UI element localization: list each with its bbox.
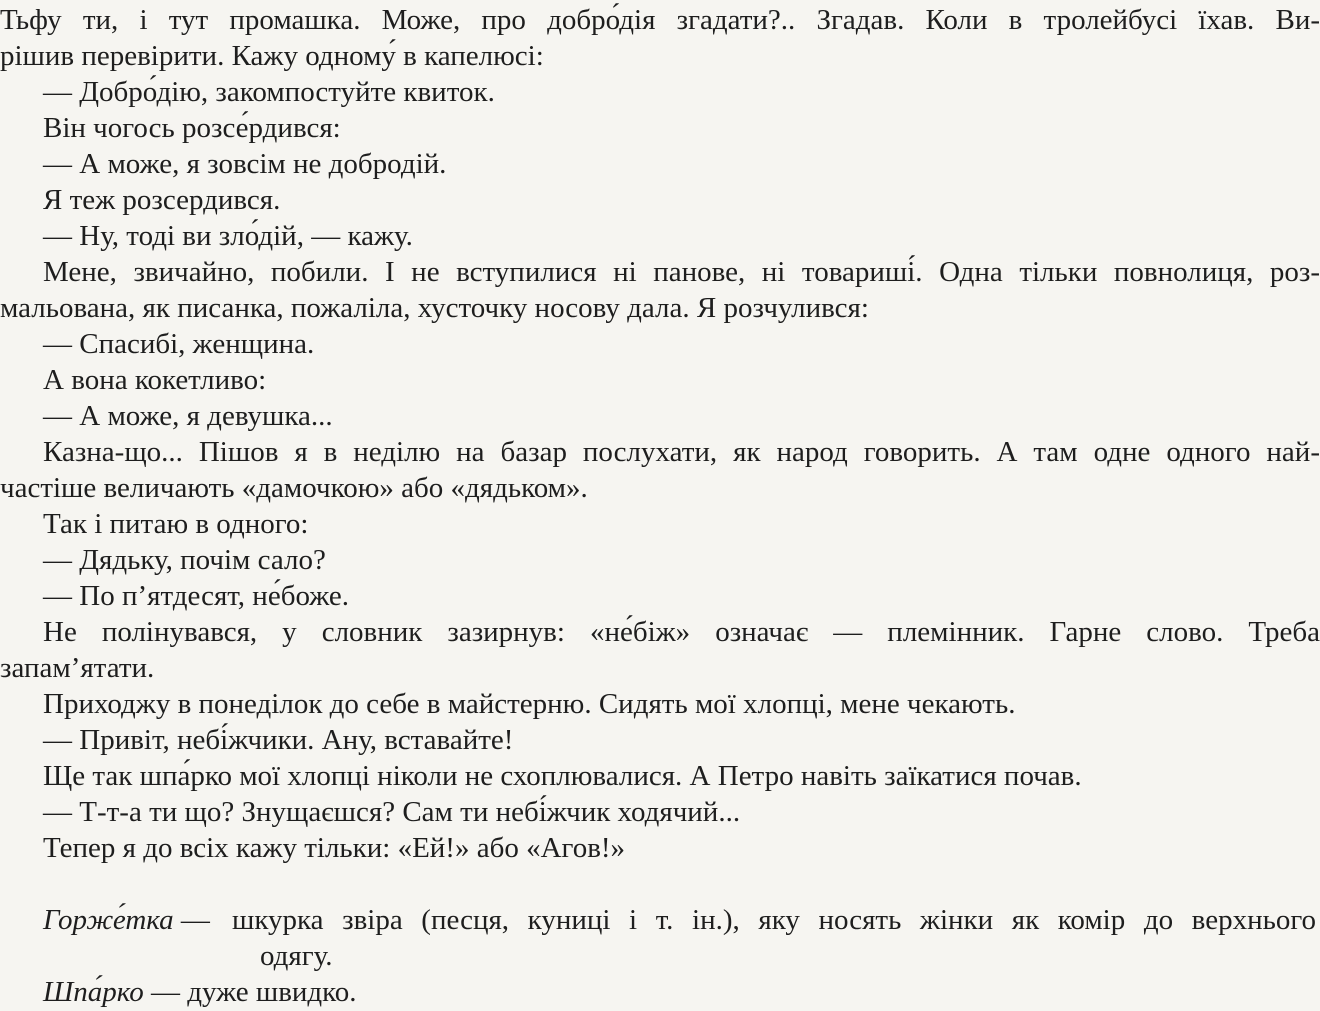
text-line: — Ну, тоді ви зло́дій, — кажу. bbox=[43, 220, 413, 252]
text-line: — А може, я девушка... bbox=[43, 400, 333, 432]
text-line: мальована, як писанка, пожаліла, хусточку носову дала. Я розчулився: bbox=[0, 292, 869, 324]
glossary-term: Шпа́рко bbox=[43, 976, 144, 1008]
text-line: — Т-т-а ти що? Знущаєшся? Сам ти небі́жчик ходячий... bbox=[43, 796, 741, 828]
text-line: — А може, я зовсім не добродій. bbox=[43, 148, 447, 180]
text-line: — Добро́дію, закомпостуйте квиток. bbox=[43, 76, 495, 108]
text-line: Він чогось розсе́рдився: bbox=[43, 112, 341, 144]
text-line: Тьфу ти, і тут промашка. Може, про добро́дія згадати?.. Згадав. Коли в тролейбусі їхав. Ви- bbox=[0, 4, 1320, 36]
text-line: частіше величають «дамочкою» або «дядьком». bbox=[0, 472, 588, 504]
text-line: запам’ятати. bbox=[0, 652, 155, 684]
glossary-definition: — дуже швидко. bbox=[143, 976, 357, 1008]
text-line: Ще так шпа́рко мої хлопці ніколи не схоплювалися. А Петро навіть заїкатися почав. bbox=[43, 760, 1082, 792]
glossary-definition: шкурка звіра (песця, куниці і т. ін.), яку носять жінки як комір до верхнього bbox=[232, 904, 1316, 936]
text-line: Приходжу в понеділок до себе в майстерню. Сидять мої хлопці, мене чекають. bbox=[43, 688, 1016, 720]
text-line: Тепер я до всіх кажу тільки: «Ей!» або «Агов!» bbox=[43, 832, 626, 864]
text-line: А вона кокетливо: bbox=[43, 364, 267, 396]
text-line: — По п’ятдесят, не́боже. bbox=[43, 580, 350, 612]
text-line: Не полінувався, у словник зазирнув: «не́біж» означає — племінник. Гарне слово. Треба bbox=[43, 616, 1320, 648]
text-line: Я теж розсердився. bbox=[43, 184, 281, 216]
text-line: — Спасибі, женщина. bbox=[43, 328, 315, 360]
text-line: Мене, звичайно, побили. І не вступилися ні панове, ні товариші́. Одна тільки повнолиця, роз- bbox=[43, 256, 1320, 288]
glossary-definition-cont: одягу. bbox=[260, 940, 333, 972]
glossary-entry bbox=[43, 974, 843, 1010]
glossary-term: Горже́тка bbox=[43, 904, 174, 936]
glossary-term-row bbox=[43, 902, 228, 938]
text-line: Так і питаю в одного: bbox=[43, 508, 309, 540]
text-line: рішив перевірити. Кажу одному́ в капелюсі: bbox=[0, 40, 544, 72]
text-line: — Привіт, небі́жчики. Ану, вставайте! bbox=[43, 724, 514, 756]
glossary-dash: — bbox=[180, 904, 210, 936]
text-line: — Дядьку, почім сало? bbox=[43, 544, 326, 576]
text-line: Казна-що... Пішов я в неділю на базар послухати, як народ говорить. А там одне одного най- bbox=[43, 436, 1320, 468]
